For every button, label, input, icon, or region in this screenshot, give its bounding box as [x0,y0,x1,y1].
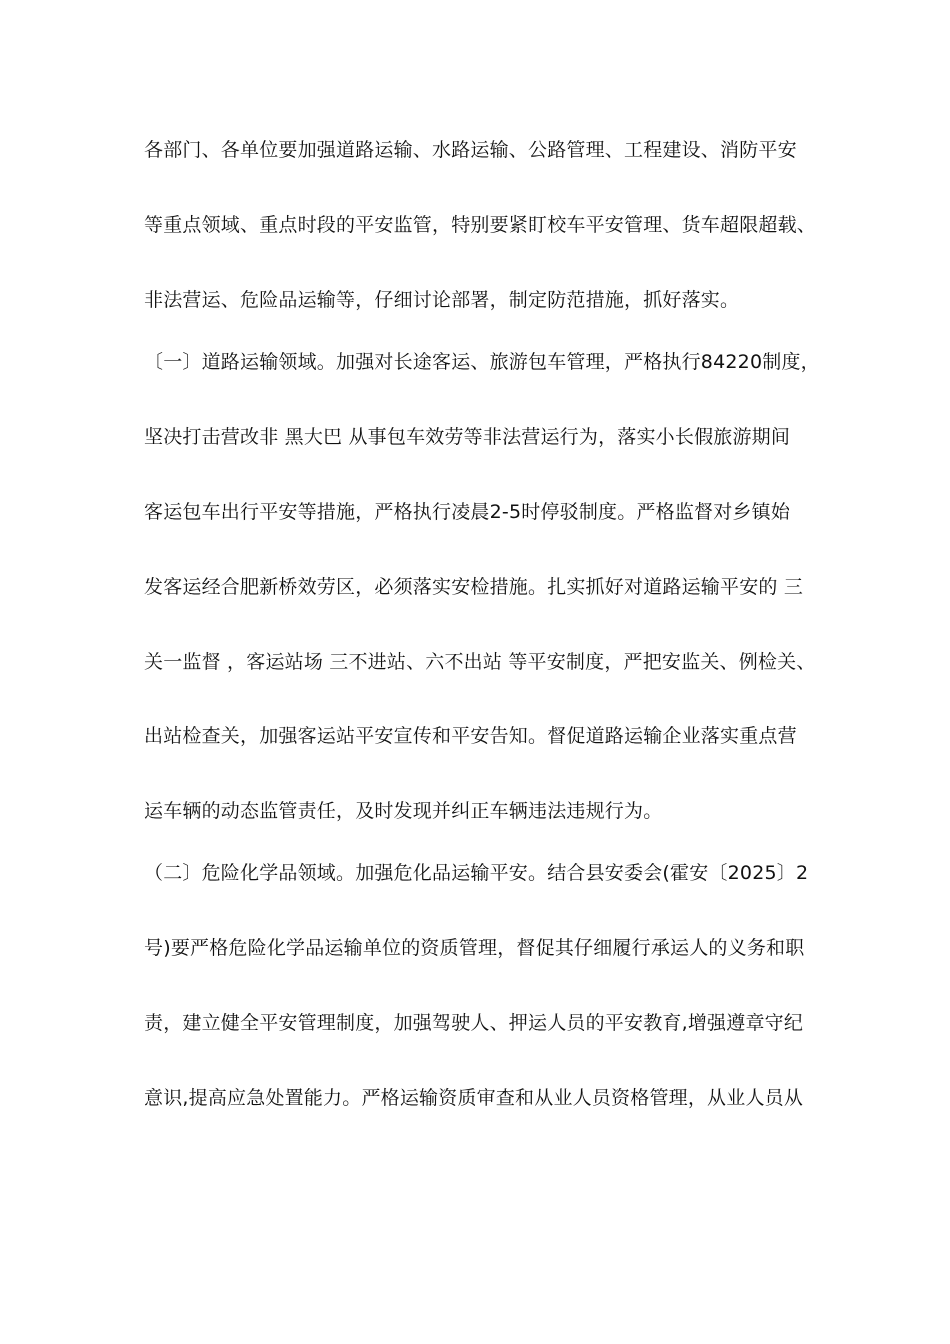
text-line: 意识,提高应急处置能力。严格运输资质审查和从业人员资格管理，从业人员从 [144,1087,804,1109]
text-line: 运车辆的动态监管责任，及时发现并纠正车辆违法违规行为。 [144,800,663,822]
text-line: （二〕危险化学品领域。加强危化品运输平安。结合县安委会(霍安〔2025〕2 [144,862,809,884]
text-line: 各部门、各单位要加强道路运输、水路运输、公路管理、工程建设、消防平安 [144,139,797,161]
text-line: 等重点领域、重点时段的平安监管，特别要紧盯校车平安管理、货车超限超载、 [144,214,817,236]
text-line: 发客运经合肥新桥效劳区，必须落实安检措施。扎实抓好对道路运输平安的 三 [144,576,804,598]
text-line: 责，建立健全平安管理制度，加强驾驶人、押运人员的平安教育,增强遵章守纪 [144,1012,804,1034]
text-line: 关一监督 ，客运站场 三不进站、六不出站 等平安制度，严把安监关、例检关、 [144,651,816,673]
text-line: 非法营运、危险品运输等，仔细讨论部署，制定防范措施，抓好落实。 [144,289,740,311]
text-line: 出站检查关，加强客运站平安宣传和平安告知。督促道路运输企业落实重点营 [144,725,797,747]
text-line: 坚决打击营改非 黑大巴 从事包车效劳等非法营运行为，落实小长假旅游期间 [144,426,791,448]
text-line: 〔一〕道路运输领域。加强对长途客运、旅游包车管理，严格执行84220制度， [144,351,820,373]
text-line: 号)要严格危险化学品运输单位的资质管理，督促其仔细履行承运人的义务和职 [144,937,805,959]
text-line: 客运包车出行平安等措施，严格执行凌晨2-5时停驳制度。严格监督对乡镇始 [144,501,791,523]
